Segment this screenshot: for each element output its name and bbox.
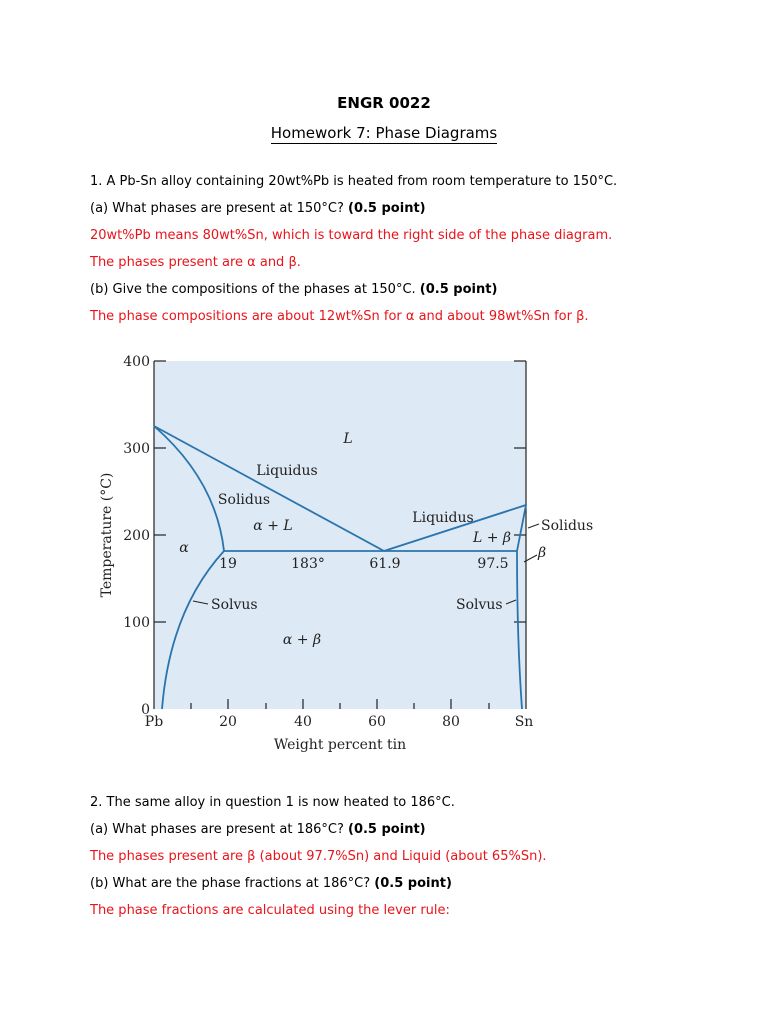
x-tick-label-sn: Sn [514, 714, 534, 730]
label-comp-61-9: 61.9 [369, 556, 401, 572]
region-label-beta: β [538, 545, 547, 561]
label-eutectic-temp: 183° [291, 556, 325, 572]
label-solvus-left: Solvus [211, 597, 258, 613]
label-liquidus-left: Liquidus [256, 463, 318, 479]
diagram-plot-area [154, 361, 526, 709]
region-label-alpha: α [179, 540, 189, 556]
label-solidus-right: Solidus [541, 518, 594, 534]
region-label-alpha-l: α + L [253, 518, 293, 534]
q2b-question [90, 876, 452, 891]
y-tick-label-200: 200 [123, 528, 150, 544]
x-tick-label-80: 80 [442, 714, 460, 730]
region-label-liquid: L [343, 431, 353, 447]
q1b-question-text: (b) Give the compositions of the phases at 150°C. [90, 282, 416, 297]
y-axis-label: Temperature (°C) [99, 472, 115, 598]
x-tick-label-20: 20 [219, 714, 237, 730]
x-tick-label-pb: Pb [144, 714, 164, 730]
q2a-question-text: (a) What phases are present at 186°C? [90, 822, 344, 837]
q1a-answer-1: 20wt%Pb means 80wt%Sn, which is toward the right side of the phase diagram. [90, 228, 613, 243]
q2b-answer: The phase fractions are calculated using the lever rule: [90, 903, 450, 918]
q1a-question-text: (a) What phases are present at 150°C? [90, 201, 344, 216]
region-label-alpha-beta: α + β [282, 632, 322, 648]
q1b-points: (0.5 point) [419, 282, 498, 297]
solidus-right-leader [528, 524, 539, 528]
q1b-answer: The phase compositions are about 12wt%Sn for α and about 98wt%Sn for β. [90, 309, 589, 324]
region-label-l-beta: L + β [472, 530, 512, 546]
y-tick-label-400: 400 [123, 354, 150, 370]
q2a-question [90, 822, 426, 837]
q1a-points: (0.5 point) [348, 201, 426, 216]
q2a-answer: The phases present are β (about 97.7%Sn) and Liquid (about 65%Sn). [90, 849, 547, 864]
y-tick-label-100: 100 [123, 615, 150, 631]
course-code: ENGR 0022 [337, 94, 431, 112]
x-tick-label-60: 60 [368, 714, 386, 730]
q2b-points: (0.5 point) [374, 876, 452, 891]
y-tick-label-0: 0 [141, 702, 150, 718]
label-solidus-left: Solidus [217, 492, 271, 508]
q2a-points: (0.5 point) [348, 822, 426, 837]
q2-stem: 2. The same alloy in question 1 is now heated to 186°C. [90, 795, 455, 810]
label-solvus-right: Solvus [456, 597, 503, 613]
label-comp-97-5: 97.5 [477, 556, 509, 572]
q1a-answer-2: The phases present are α and β. [90, 255, 301, 270]
x-axis-label: Weight percent tin [273, 737, 407, 753]
q2b-question-text: (b) What are the phase fractions at 186°C? [90, 876, 371, 891]
x-tick-label-40: 40 [294, 714, 312, 730]
label-comp-19: 19 [219, 556, 237, 572]
y-tick-label-300: 300 [123, 441, 150, 457]
homework-title-text: Homework 7: Phase Diagrams [270, 124, 498, 142]
q1-stem: 1. A Pb-Sn alloy containing 20wt%Pb is heated from room temperature to 150°C. [90, 174, 618, 189]
label-liquidus-right: Liquidus [412, 510, 474, 526]
